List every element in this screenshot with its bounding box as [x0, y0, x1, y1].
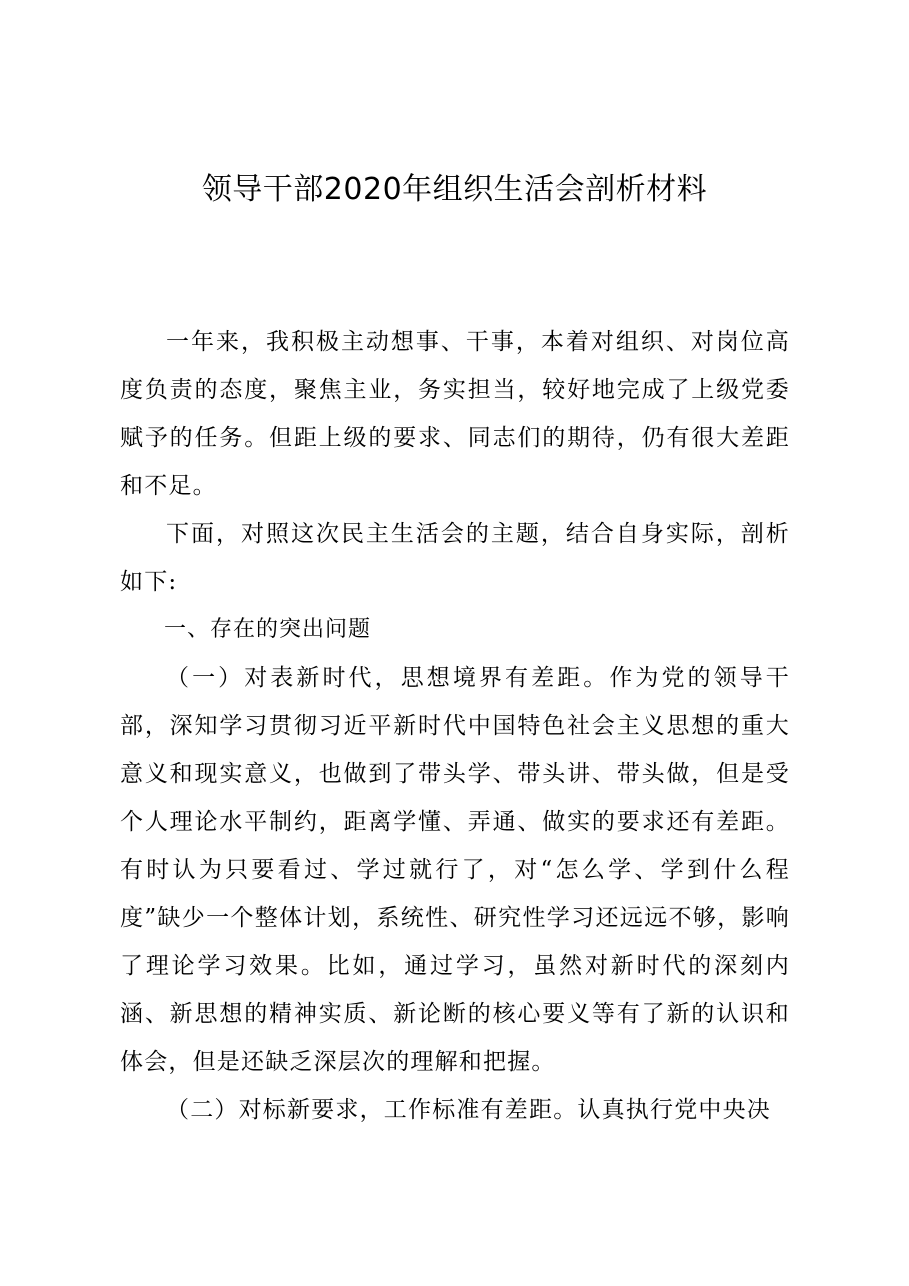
intro-paragraph: 一年来，我积极主动想事、干事，本着对组织、对岗位高度负责的态度，聚焦主业，务实担当，较好地完成了上级党委赋予的任务。但距上级的要求、同志们的期待，仍有很大差距和不足。 [120, 329, 790, 499]
document-title: 领导干部2020年组织生活会剖析材料 [201, 172, 708, 207]
analysis-intro-paragraph: 下面，对照这次民主生活会的主题，结合自身实际，剖析如下: [120, 521, 790, 595]
problem-paragraph-2: （二）对标新要求，工作标准有差距。认真执行党中央决 [166, 1097, 771, 1123]
problem-paragraph-1: （一）对表新时代，思想境界有差距。作为党的领导干部，深知学习贯彻习近平新时代中国特色社会主义思想的重大意义和现实意义，也做到了带头学、带头讲、带头做，但是受个人理论水平制约，距离学懂、弄通、做实的要求还有差距。有时认为只要看过、学过就行了，对“怎么学、学到什么程度”缺少一个整体计划，系统性、研究性学习还远远不够，影响了理论学习效果。比如，通过学习，虽然对新时代的深刻内涵、新思想的精神实质、新论断的核心要义等有了新的认识和体会，但是还缺乏深层次的理解和把握。 [120, 665, 790, 1075]
document-body [120, 318, 790, 1134]
section-heading: 一、存在的突出问题 [164, 617, 372, 642]
